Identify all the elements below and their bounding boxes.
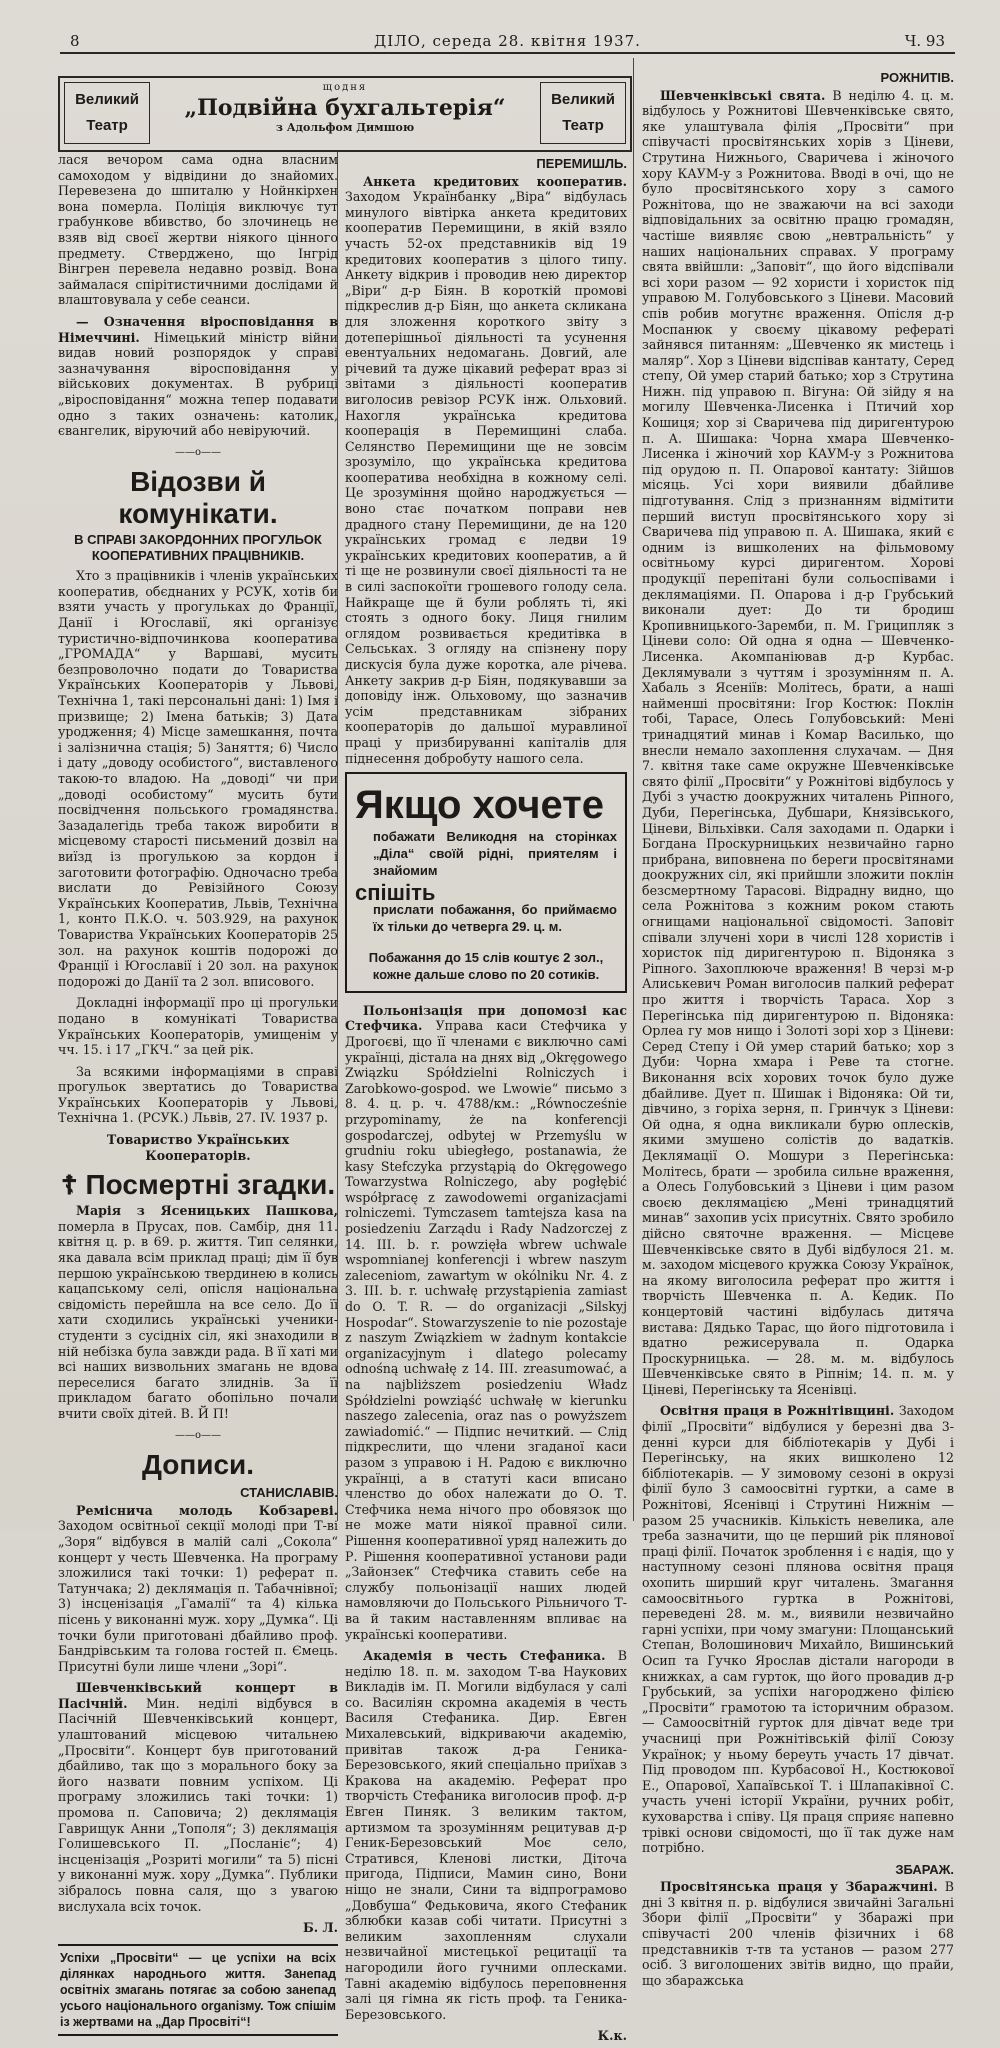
news-item (58, 1680, 338, 1914)
news-item (345, 174, 627, 767)
news-item-lead: Освітня праця в Рожнітівщині. (660, 1403, 895, 1419)
issue-number: Ч. 93 (904, 32, 945, 50)
left-theatre-box: Великий Театр (64, 82, 150, 144)
easter-greetings-ad (345, 772, 627, 993)
article-paragraph: Хто з працівників і членів українських кооператив, обєднаних у РСУК, хотів би взяти участь у прогульках до Франції, Данії і Югославії, які організує туристично-відпочинкова кооператива „ГРОМАДА“ у Варшаві, мусить безпроволочно подати до Товариства Українських Кооператорів у Львові, Технічна 1, такі персональні дані: 1) Імя і призвище; 2) Імена батьків; 3) Дата уродження; 4) Місце замешкання, почта і залізнична стація; 5) Заняття; 6) Число і дату „доводу особистого“, виставленого такою-то владою. На „доводі“ чи при „доводі особистому“ мусить бути посвідчення польського громадянства. Зазадалегідь треба також виробити в місцевому старості письмений дозвіл на виїзд із прогулькою за кордон і заготовити фотографію. Одночасно треба вислати до Ревізійного Союзу Українських Кооператив, Львів, Технічна 1, конто П.К.О. ч. 503.929, на рахунок Товариства Українських Кооператорів 25 зол. на рахунок коштів подорожі до Франції і Югославії і 20 зол. на рахунок подорожі до Данії та 2 зол. вписового. (58, 568, 338, 989)
news-item-text: Управа каси Стефчика у Дрогоєві, що її членами є виключно самі українці, дістала на днях від „Okręgowego Związku Spółdzielni Rolniczych i Zarobkowo-gospod. we Lwowie“ письмо з 8. 4. ц. р. ч. 4788/км.: „Równocześnie przypominamy, że na konferencji gospodarczej, odbytej w Przemyślu w grudniu roku ubiegłego, postanawia, że kasy Stefczyka przystąpią do Okręgowego Towarzystwa Rolniczego, aby pogłębić współpracę z zawodowemi organizacjami rolniczemi. Tymczasem tamtejsza kasa na posiedzeniu Zarządu i Rady Nadzorczej z 14. III. b. r. powzięła wbrew uchwale wspomnianej konferencji i wbrew naszym zaleceniom, zawartym w okólniku Nr. 4. z 3. III. b. r. uchwałę przystąpienia zamiast do O. T. R. — do organizacji „Silskyj Hospodar“. Stowarzyszenie to nie pozostaje z naszym Związkiem w żadnym kontakcie organizacyjnym i dlatego polecamy odnośną uchwałę z 14. III. zreasumować, a na najbliższem posiedzeniu Władz Spółdzielni powziąść uchwałę w kierunku naszego zalecenia, oraz nas o powyższem zawiadomić.“ — Підпис нечиткий. — Слід підкреслити, що члени згаданої каси разом з управою і Н. Радою є виключно українці, а в статуті каси вписано членство до обох належати до О. Т. Стефчика нема нічого про обовязок що не може мати ніякої правної сили. Рішення кооперативної уряд належить до Р. Рішення кооперативної установи ради „Зайонзек“ Стефчика ставить себе на службу польонізації наших людей намовляючи до Польського Рільничого Т-ва й таким наставленням впливає на українські кооперативи. (345, 1018, 627, 1642)
cross-icon: ☦ (60, 1170, 78, 1201)
daily-label: щодня (322, 82, 368, 93)
news-item-lead: Шевченківські свята. (660, 87, 826, 103)
article-continuation: лася вечором сама одна власним самоходом у відвідини до знайомих. Перевезена до шпиталю у Нойнкірхен вона померла. Поліція виключує тут грабункове вбивство, бо злочинець не взяв від своєї жертви ніякого цінного предмету. Стверджено, що Інгрід Вінгрен перевела недавно розвід. Вона займалася спірітистичними дослідами й влаштовувала у себе сеанси. (58, 152, 338, 308)
news-item (58, 314, 338, 439)
news-item-text: Заходом Українбанку „Віра“ відбулась минулого вівтірка анкета кредитових кооператив Перемищини, в якій взяло участь 52-ох представників від 19 кредитових кооператив з цілого типу. Анкету відкрив і проводив нею директор „Віри“ д-р Біян. В короткій промові підкреслив д-р Біян, що анкета скликана для зложення короткого звіту з дотеперішньої діяльності та усунення евентуальних недомагань. Довгий, але річевий та дуже цікавий реферат враз зі звітами з діяльності кооператив виголосив ревізор РСУК інж. Ольховий. Нахогля українська кредитова кооперація в Перемищині слаба. Селянство Перемищини ще не зовсім зрозуміло, що українська кредитова кооператива необхідна в кожному селі. Це зрозуміння щойно народжується — воно стає початком поправи нев драдного стану Перемищини, де на 120 українських громад є ледви 19 українських кредитових кооператив, а й ті ще не розвинули своєї діяльності та не в силі заспокоїти грошевого голоду села. Найкраще ще й були роблять ті, які стоять з одного боку. Лиця гнилим оглядом розвивається кредитівка в Сельськах. З огляду на спізнену пору дискусія була дуже коротка, але річева. Анкету закрив д-р Біян, подякувавши за доповіду інж. Ольховому, що зазначив усім представникам зібраних кооператорів до дальшої муравлиної праці у призбируванні капіталів для піднесення добробуту нашого села. (345, 189, 627, 766)
ad-text: побажати Великодня на сторінках „Діла“ своїй рідні, приятелям і знайомим (373, 829, 617, 879)
news-item-text: Мин. неділі відбувся в Пасічній Шевченківський концерт, улаштований місцевою читальнею „Просвіти“. Концерт був приготований дбайливо, так що з морального боку за його назвати повним успіхом. Ці програму зложились такі точки: 1) промова п. Саповича; 2) деклямація Гаврищук Анни „Тополя“; 3) деклямація Голишевського П. „Посланіє“; 4) інсценізація „Розриті могили“ та 5) пісні у виконанні муж. хору „Думка“. Публики зібралось повна саля, що з увагою вислухала всіх точок. (58, 1695, 338, 1914)
section-heading: Відозви й комунікати. (118, 466, 278, 530)
news-item (345, 1648, 627, 2022)
news-item-lead: Реміснича молодь Кобзареві. (76, 1502, 338, 1518)
town-heading: ЗБАРАЖ. (895, 1861, 954, 1877)
film-title: „Подвійна бухгальтерія“ (184, 95, 506, 121)
separator-ornament: ——o—— (174, 446, 222, 458)
film-announcement (160, 82, 530, 134)
news-item-lead: — Означення віросповідання в Німеччині. (58, 313, 338, 345)
article-paragraph: Докладні інформації про ці прогульки подано в комунікаті Товариства Українських Кооператорів, умищенім у чч. 15. і 17 „ГКЧ.“ за цей рік. (58, 995, 338, 1058)
news-item-text: Німецький міністр війни видав новий розпорядок у справі зазначування віросповідання у військових документах. В рубриці „віросповідання“ можна тепер подавати одно з таких означень: католик, євангелик, віруючий або невіруючий. (58, 329, 338, 439)
ad-subheadline: спішіть (355, 880, 436, 906)
obituary (58, 1203, 338, 1421)
obituary-name: Марія з Ясеницьких Пашкова, (76, 1203, 338, 1219)
obituary-text: померла в Прусах, пов. Самбір, дня 11. квітня ц. р. в 69. р. життя. Тип селянки, яка давала всім приклад праці; дім її був першою українською твердинею в колись кацапському селі, опісля національна свідомість перейшла на все село. До її хати сходились українські ученики-студенти з сусідніх сіл, які знаходили в ній небізка була завжди рада. В її хаті ми всі наших визвольних змагань не вдова переселися багато злиднів. За її прикладом багато обопільно почали вчити своїх дітей. В. Й П! (58, 1218, 338, 1421)
news-item-text: Заходом освітньої секції молоді при Т-ві „Зоря“ відбувся в малій салі „Сокола“ концерт у честь Шевченка. На програму зложилися такі точки: 1) реферат п. Татунчака; 2) деклямація п. Табачнівної; 3) інсценізація „Гамалії“ та 4) кілька пісень у виконанні муж. хору „Думка“. Ці точки були приготовані дбайливо проф. Бандрівським та голова гостей п. Ємець. Присутні були лише члени „Зорі“. (58, 1518, 338, 1674)
ad-headline: Якщо хочете (355, 783, 605, 828)
news-item-lead: Просвітянська праця у Збаражчині. (660, 1879, 938, 1895)
column-rule (633, 58, 634, 1521)
article-paragraph: За всякими інформаціями в справі прогульок звертатись до Товариства Українських Кооператорів у Львові, Технічна 1. (РСУК.) Львів, 27. IV. 1937 р. (58, 1063, 338, 1126)
right-theatre-box: Великий Театр (540, 82, 626, 144)
author-signature: Б. Л. (302, 1920, 338, 1936)
news-item-text: В неділю 4. ц. м. відбулось у Рожнитові Шевченківське свято, яке улаштувала філія „Просвіти“ при співучасті просвітянських хорів з Ціневи, Струтина Нижнього, Сваричева і жіночого хору КАУМ-у з Рожнитова. Вводі в очі, що не було просвітянського хору з самого Рожнітова, що не зважаючи на всі заходи відповідальних за освітню працю громадян, частіше виявляє свою „невтральність“ у наших національних справах. У програму свята ввійшли: „Заповіт“, що його відспівали всі хори разом — 92 хористи і хористок під управою М. Голубовського з Ціневи. Масовий спів робив могутнє враження. Опісля д-р Моспанюк у своєму цікавому рефераті зайнявся питанням: „Шевченко як мистець і маляр“. Хор з Ціневи відспівав кантату, Серед степу, Ой умер старий батько; хор з Струтина Нижн. під управою п. Вігуна: Ой зійду я на могилу Шевченка-Лисенка і Птичий хор Кошиця; хор зі Сваричева під диригентурою п. А. Шишака: Чорна хмара Шевченко-Лисенка і жіночий хор КАУМ-у з Рожнитова під орудою п. П. Опарової кантату: Зійшов місяць. Усі хори виявили дбайливе підготування. Слід з признанням відмітити перший виступ просвітянського хору зі Сваричева під управою п. А. Шишака, який є одним із вишколених на фільмовому освітньому курсі диригентом. Хорові продукції перепітані були сольоспівами і деклямаціями. П. Опарова і д-р Грубський виконали дует: До ти бродиш Кропивницького-Заремби, п. М. Гриципляк з Ціневи соло: Ой одна я одна — Шевченко-Лисенка. Акомпаніював д-р Курбас. Деклямували з чуттям і зрозумінням п. А. Хабаль з Ясеніїв: Молітесь, брати, а наші найменші просвітяни: Ігор Костюк: Поклін тобі, Тарасе, Олесь Голубовський: Мені тринадцятий минав і Комар Василько, що внесли немало захоплення слухачам. — Дня 7. квітня таке саме окружне Шевченківське свято філії „Просвіти“ у Рожнітові відбулось у Дубі з участю доокружних читалень Ріпного, Дуби, Перегінська, Дубшари, Князівського, Ціневи, Вільхівки. Саля заходами п. Одарки і Богдана Проскурницьких незвичайно гарно прибрана, виповнена по береги просвітянами доокружних сіл, які прийшли зложити поклін безсмертному Тарасові. Відрадну видно, що села Рожнітова з кожним роком стають огнищами національної свідомості. Заповіт співали злучені хори в числі 128 хористів і хористок під диригентурою п. Відоняка з Ріпного. Захоплююче враження! В черзі м-р Алиськевич Роман виголосив палкий реферат про життя і творчість Тараса. Хор з Перегінська під диригентурою п. Відоняка: Орлеа гу мов нищо і Золоті зорі хор з Ціневи: Серед Степу і Ой умер старий батько; хор з Дуби: Чорна хмара і Реве та стогне. Виконання всіх хорових точок було дуже дбайливе. Дует п. Шишак і Відоняка: Ой ти, дівчино, з горіха зерня, п. Гринчук з Ціневи: Ой одна, я одна викликали бурю оплесків, якими змушено солістів до вадатків. Деклямації О. Мошури з Перегінська: Молітесь, брати — зробила сильне враження, а Олесь Голубовський з Ціневи і цим разом своєю деклямацією „Мені тринадцятий минав“ захопив усіх присутніх. Свято зробило дійсно святочне враження. — Місцеве Шевченківське свято в Дубі відбулося 21. м. м. заходом місцевого кружка Союзу Українок, на якому виголосила реферат про життя і творчість Шевченка п. А. Кедик. По концертовій частині відбулась дитяча вистава: Дядько Тарас, що його підготовила і вдатно режисерувала п. Одарка Проскурницька. — 28. м. м. відбулось Шевченківське свято в Ріпнім; 14. п. м. у Ціневі, Перегінську та Ясенівці. (642, 87, 954, 1397)
news-item-lead: Польонізація при допомозі кас Стефчика. (345, 1002, 627, 1034)
town-heading: РОЖНИТІВ. (880, 70, 954, 85)
news-item (58, 1503, 338, 1675)
town-heading: ПЕРЕМИШЛЬ. (536, 156, 627, 171)
news-item-lead: Академія в честь Стефаника. (363, 1648, 606, 1664)
author-signature: К.к. (597, 2028, 627, 2044)
news-item-text: Заходом філії „Просвіти“ відбулися у березні два 3-денні курси для бібліотекарів у Дубі і Перегінську, на яких вишколено 12 бібліотекарів. — У зимовому сезоні в окрузі філії було 3 самоосвітні гуртки, а саме в Рожнітові, Ясенівці і Струтині Нижнім — разом 25 учасників. Кількість невелика, але треба зазначити, що це перший рік плянової праці філії. Початок зроблення і є надія, що у наступному сезоні плянова освітня праця охопить ширший круг читалень. Змагання самоосвітнього гуртка в Рожнітові, переведені 28. м. м., виявили незвичайно гарні успіхи, при чому змагуни: Площанський Степан, Волошинович Михайло, Вишинський Осип та Гучко Ярослав дістали нагороди в книжках, а сам гурток, що його провадив д-р Грубський, за успіхи нагороджено філією „Просвіти“ грамотою та історичним образом. — Самоосвітній гурток для дівчат веде три учасниці при Рожнітівській філії Союзу Українок; у ньому береуть участь 17 дівчат. Під проводом пп. Курбасової Н., Костюкової Е., Опарової, Хапаївської Т. і Шлапаківної С. участь учені історії України, ручних робіт, куховарства і співу. Ця праця сприяє напевно трівкі основи свідомості, що її так дуже нам потрібно. (642, 1403, 954, 1856)
news-item (642, 1879, 954, 1988)
separator-ornament: ——o—— (174, 1429, 222, 1441)
news-item (642, 1403, 954, 1855)
ad-text: прислати побажання, бо приймаємо їх тільки до четверга 29. ц. м. (373, 901, 617, 934)
news-item (642, 88, 954, 1398)
section-heading: Дописи. (141, 1449, 255, 1481)
article-signature: Товариство Українських Кооператорів. (106, 1132, 290, 1163)
column-left (58, 152, 338, 2036)
obituaries-title: Посмертні згадки. (85, 1169, 336, 1201)
film-subtitle: з Адольфом Димшою (275, 121, 415, 134)
page-header (60, 30, 955, 54)
article-headline: В СПРАВІ ЗАКОРДОННИХ ПРОГУЛЬОК КООПЕРАТИВНИХ ПРАЦІВНИКІВ. (74, 532, 322, 564)
news-item-text: В неділю 18. п. м. заходом Т-ва Наукових Викладів ім. П. Могили відбулася у салі со. Василіян скромна академія в честь Василя Стефаника. Дир. Евген Михалевський, відкриваючи академію, привітав також д-ра Геника-Березовського, який спеціально приїхав з Кракова на академію. Реферат про творчість Стефаника виголосив проф. д-р Евген Пиняк. З великим тактом, артизмом та зрозумінням рецитував д-р Геник-Березовський Моє село, Стратився, Кленові листки, Діточа пригода, Підписи, Мамин сино, Вони ніщо не знали, Сини та відпрограмово „Довбуша“ Федьковича, якого Стефаник зблюбки казав собі читати. Присутні з великим захопленням слухали незвичайної мистецької рецитації та нагородили його гучними оплесками. Тавні академію відбулось переповнення залі ця гімна як гість проф. та Геника-Березовського. (345, 1648, 627, 2022)
section-heading-obituaries (58, 1169, 338, 1201)
masthead-title: ДІЛО, середа 28. квітня 1937. (374, 32, 641, 50)
news-item-text: В дні 3 квітня п. р. відбулися звичайні Загальні Збори філії „Просвіти“ у Збаражі при співучасті 200 членів фізичних і 68 представників т-тв та установ — разом 277 осіб. З виголошених звітів видно, що прайи, що збаражська (642, 1879, 954, 1988)
news-item-lead: Шевченківський концерт в Пасічній. (58, 1680, 338, 1711)
theatre-ad-banner (58, 76, 632, 152)
page-number: 8 (70, 32, 80, 50)
town-heading: СТАНИСЛАВІВ. (240, 1485, 338, 1501)
column-middle (345, 152, 627, 2048)
column-right (642, 66, 954, 1994)
news-item-lead: Анкета кредитових кооператив. (363, 173, 627, 189)
prosvita-appeal-box: Успіхи „Просвіти“ — це успіхи на всіх ділянках народнього життя. Занепад освітніх змагань потягає за собою занепад усього національного organізму. Тож спішім із жертвами на „Дар Просвіті“! (58, 1944, 338, 2036)
ad-pricing: Побажання до 15 слів коштує 2 зол., кожне дальше слово по 20 сотиків. (368, 949, 604, 982)
news-item (345, 1003, 627, 1642)
